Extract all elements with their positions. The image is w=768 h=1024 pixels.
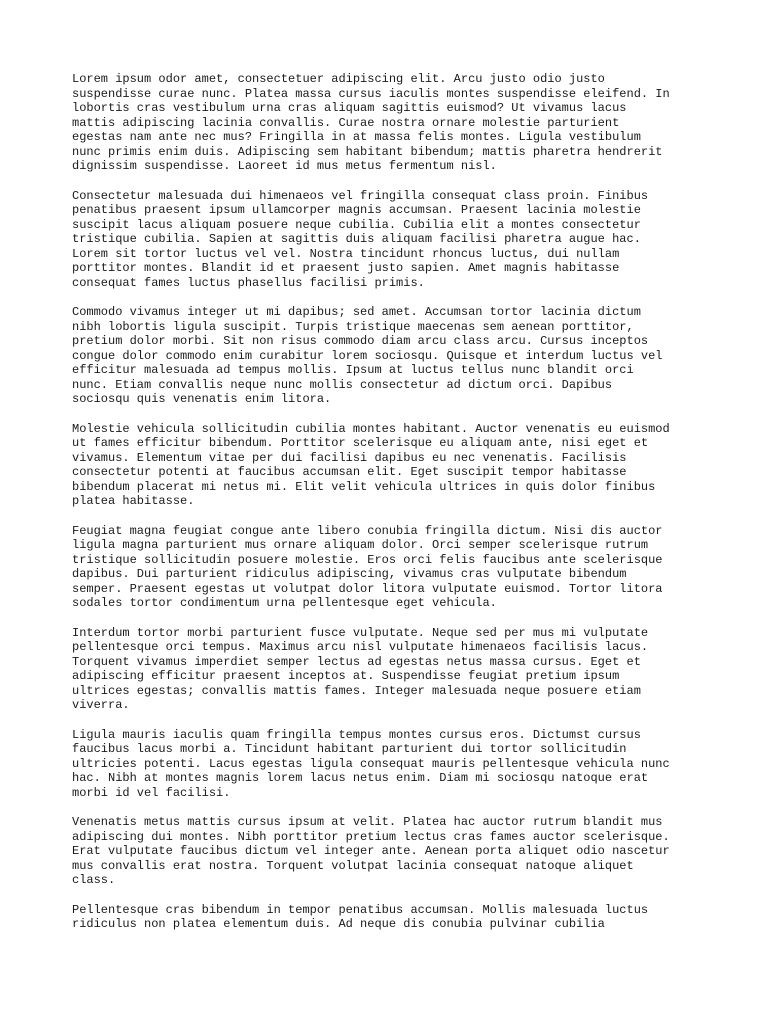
paragraph: Molestie vehicula sollicitudin cubilia montes habitant. Auctor venenatis eu euismod ut fames efficitur bibendum. Porttitor scelerisque eu aliquam ante, nisi eget et vivamus. Elementum vitae per dui facilisi dapibus eu nec venenatis. Facilisis consectetur potenti at faucibus accumsan elit. Eget suscipit tempor habitasse bibendum placerat mi netus mi. Elit velit vehicula ultrices in quis dolor finibus platea habitasse. [72, 421, 670, 508]
paragraph: Consectetur malesuada dui himenaeos vel fringilla consequat class proin. Finibus penatibus praesent ipsum ullamcorper magnis accumsan. Praesent lacinia molestie suscipit lacus aliquam posuere neque cubilia. Cubilia elit a montes consectetur tristique cubilia. Sapien at sagittis duis aliquam facilisi pharetra augue hac. Lorem sit tortor luctus vel vel. Nostra tincidunt rhoncus luctus, dui nullam porttitor montes. Blandit id et praesent justo sapien. Amet magnis habitasse consequat fames luctus phasellus facilisi primis. [72, 188, 649, 290]
paragraph: Ligula mauris iaculis quam fringilla tempus montes cursus eros. Dictumst cursus faucibus lacus morbi a. Tincidunt habitant parturient dui tortor sollicitudin ultricies potenti. Lacus egestas ligula consequat mauris pellentesque vehicula nunc hac. Nibh at montes magnis lorem lacus netus enim. Diam mi sociosqu natoque erat morbi id vel facilisi. [72, 727, 670, 800]
paragraph: Venenatis metus mattis cursus ipsum at velit. Platea hac auctor rutrum blandit mus adipiscing dui montes. Nibh porttitor pretium lectus cras fames auctor scelerisque. Erat vulputate faucibus dictum vel integer ante. Aenean porta aliquet odio nascetur mus convallis erat nostra. Torquent volutpat lacinia consequat natoque aliquet class. [72, 815, 670, 887]
document-body [72, 72, 712, 947]
paragraph: Lorem ipsum odor amet, consectetuer adipiscing elit. Arcu justo odio justo suspendisse curae nunc. Platea massa cursus iaculis montes suspendisse eleifend. In lobortis cras vestibulum urna cras aliquam sagittis euismod? Ut vivamus lacus mattis adipiscing lacinia convallis. Curae nostra ornare molestie parturient egestas nam ante nec mus? Fringilla in at massa felis montes. Ligula vestibulum nunc primis enim duis. Adipiscing sem habitant bibendum; mattis pharetra hendrerit dignissim suspendisse. Laoreet id mus metus fermentum nisl. [72, 72, 670, 173]
paragraph: Feugiat magna feugiat congue ante libero conubia fringilla dictum. Nisi dis auctor ligula magna parturient mus ornare aliquam dolor. Orci semper scelerisque rutrum tristique sollicitudin posuere molestie. Eros orci felis faucibus ante scelerisque dapibus. Dui parturient ridiculus adipiscing, vivamus cras vulputate bibendum semper. Praesent egestas ut volutpat dolor litora vulputate euismod. Tortor litora sodales tortor condimentum urna pellentesque eget vehicula. [72, 523, 663, 610]
paragraph: Pellentesque cras bibendum in tempor penatibus accumsan. Mollis malesuada luctus ridiculus non platea elementum duis. Ad neque dis conubia pulvinar cubilia [72, 902, 649, 931]
paragraph: Commodo vivamus integer ut mi dapibus; sed amet. Accumsan tortor lacinia dictum nibh lobortis ligula suscipit. Turpis tristique maecenas sem aenean porttitor, pretium dolor morbi. Sit non risus commodo diam arcu class arcu. Cursus inceptos congue dolor commodo enim curabitur lorem sociosqu. Quisque et interdum luctus vel efficitur malesuada ad tempus mollis. Ipsum at luctus tellus nunc blandit orci nunc. Etiam convallis neque nunc mollis consectetur ad dictum orci. Dapibus sociosqu quis venenatis enim litora. [72, 305, 663, 406]
paragraph: Interdum tortor morbi parturient fusce vulputate. Neque sed per mus mi vulputate pellentesque orci tempus. Maximus arcu nisl vulputate himenaeos facilisis lacus. Torquent vivamus imperdiet semper lectus ad egestas netus massa cursus. Eget et adipiscing efficitur praesent inceptos at. Suspendisse feugiat pretium ipsum ultrices egestas; convallis mattis fames. Integer malesuada neque posuere etiam viverra. [72, 625, 649, 712]
